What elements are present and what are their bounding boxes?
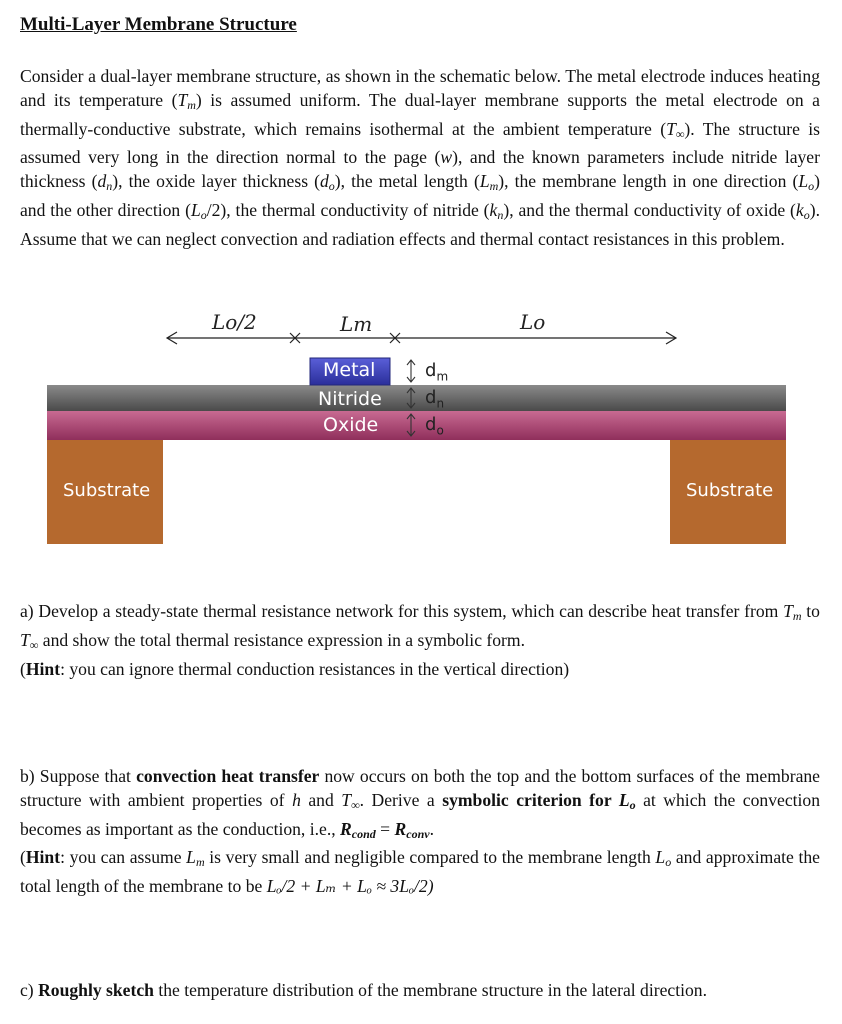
text-run: ), and the known parameters include nitride layer thickness ( — [20, 147, 820, 192]
dim-label-lm: Lm — [340, 312, 373, 336]
metal-label: Metal — [323, 359, 376, 381]
thk-var: d — [425, 360, 437, 381]
math-var: L — [479, 171, 490, 192]
math-sub: ∞ — [29, 637, 39, 652]
math-sub: n — [106, 179, 113, 194]
text-run: ), the membrane length in one direction ( — [498, 171, 799, 192]
math-sub: o — [665, 855, 672, 870]
text-run: the temperature distribution of the membrane structure in the lateral direction. — [153, 980, 707, 1000]
part-c — [20, 979, 820, 1003]
part-a: a) Develop a steady-state thermal resistance network for this system, which can describe heat transfer from $T_m$ to $T_\infty$ and show the total thermal resistance expression in a symbolic form. (Hint: you can ignore thermal conduction resistances in the vertical direction) — [20, 601, 820, 679]
text-run: and approximate the total length of the membrane to be — [20, 847, 820, 897]
math-var: w — [440, 147, 453, 168]
math-var: d — [320, 171, 329, 192]
math-sub: o — [629, 797, 636, 812]
math-formula: Lₒ/2 + Lₘ + Lₒ ≈ 3Lₒ/2) — [266, 876, 434, 897]
math-sub: m — [187, 97, 196, 112]
text-run: : you can assume — [60, 847, 187, 868]
bold-run: Roughly sketch — [38, 980, 154, 1000]
text-run: : you can ignore thermal conduction resistances in the vertical direction) — [60, 658, 570, 679]
text-run: is very small and negligible compared to the membrane length — [204, 847, 656, 868]
math-sub: o — [808, 179, 815, 194]
intro-paragraph — [20, 65, 820, 252]
text-run: ). Assume that we can neglect convection and radiation effects and thermal contact resistances in this problem. — [20, 199, 820, 249]
math-sub: cond — [351, 826, 376, 841]
text-run: now occurs on both the top and the bottom surfaces of the membrane structure with ambient properties of — [20, 766, 820, 810]
text-run: to — [801, 601, 820, 621]
text-run: ). The structure is assumed very long in the direction normal to the page ( — [20, 118, 820, 168]
substrate-right-label: Substrate — [686, 480, 774, 501]
text-run: c) — [20, 980, 39, 1000]
thickness-label-do — [425, 414, 444, 438]
membrane-schematic — [0, 290, 842, 560]
text-run: ), the oxide layer thickness ( — [112, 171, 320, 192]
text-run: /2 — [206, 199, 221, 220]
text-run: a) Develop a steady-state thermal resistance network for this system, which can describe heat transfer from — [20, 601, 784, 621]
text-run: = — [375, 818, 395, 839]
text-run: ), the thermal conductivity of nitride ( — [220, 199, 490, 220]
math-var: h — [292, 789, 301, 810]
thk-sub: o — [436, 423, 444, 438]
math-sub: o — [803, 207, 810, 222]
math-var: T — [783, 601, 793, 621]
text-run: . Derive a — [359, 789, 443, 810]
math-var: k — [489, 199, 498, 220]
nitride-layer — [47, 385, 786, 411]
math-var: d — [97, 171, 107, 192]
math-var: L — [186, 847, 196, 868]
math-var: L — [190, 199, 201, 220]
math-var: T — [177, 89, 188, 110]
math-sub: ∞ — [351, 797, 360, 812]
text-run: Consider a dual-layer membrane structure, as shown in the schematic below. The metal electrode induces heating and its temperature ( — [20, 66, 820, 110]
dim-label-lo-half: Lo/2 — [212, 310, 257, 334]
text-run: and show the total thermal resistance expression in a symbolic form. — [38, 629, 525, 650]
oxide-layer — [47, 411, 786, 440]
math-var: T — [20, 629, 30, 650]
bold-run: symbolic criterion for — [442, 789, 619, 810]
text-run: ) and the other direction ( — [20, 171, 820, 220]
math-var: T — [341, 789, 352, 810]
thk-var: d — [425, 387, 437, 408]
math-sub: n — [497, 207, 504, 222]
math-var: L — [618, 789, 630, 810]
text-run: ), and the thermal conductivity of oxide ( — [503, 199, 796, 220]
math-sub: ∞ — [675, 126, 685, 141]
nitride-label: Nitride — [318, 388, 382, 410]
math-sub: m — [195, 855, 205, 870]
math-sub: m — [792, 609, 802, 623]
text-run: b) Suppose that — [20, 766, 137, 786]
math-var: T — [666, 118, 676, 139]
text-run: ) is assumed uniform. The dual-layer membrane supports the metal electrode on a thermally-conductive substrate, which remains isothermal at the ambient temperature ( — [20, 89, 820, 139]
substrate-left-label: Substrate — [63, 480, 151, 501]
math-var: k — [795, 199, 804, 220]
math-var: L — [655, 847, 666, 868]
dim-label-lo: Lo — [520, 310, 546, 334]
math-sub: o — [328, 179, 335, 194]
text-run: at which the convection becomes as important as the conduction, i.e., — [20, 789, 820, 839]
thickness-label-dn — [425, 387, 444, 411]
math-var: L — [798, 171, 809, 192]
text-run: . — [429, 818, 434, 839]
thk-sub: n — [436, 396, 445, 411]
text-run: ), the metal length ( — [334, 171, 480, 192]
thk-var: d — [425, 414, 437, 435]
thk-sub: m — [436, 369, 449, 384]
page-title: Multi-Layer Membrane Structure — [20, 14, 297, 35]
part-b: b) Suppose that convection heat transfer now occurs on both the top and the bottom surfaces of the membrane structure with ambient properties of h and $T_\infty$. Derive a symbolic criterion for $L_o$ at which the convection becomes as important as the conduction, i.e., $R_{cond} = R_{conv}$. (Hint: you can assume $L_m$ is very small and negligible compared to the membrane length $L_o$ and approximate the total length of the membrane to be Lₒ/2 + Lₘ + Lₒ ≈ 3Lₒ/2) — [20, 766, 820, 897]
math-sub: o — [200, 207, 207, 222]
hint-label: Hint — [25, 658, 61, 679]
thickness-label-dm — [425, 360, 448, 384]
hint-label: Hint — [25, 847, 61, 868]
math-var: R — [340, 818, 352, 839]
bold-run: convection heat transfer — [136, 766, 320, 786]
math-var: R — [394, 818, 407, 839]
text-run: and — [300, 789, 342, 810]
schematic-graphics — [0, 290, 842, 560]
math-sub: m — [489, 179, 499, 194]
oxide-label: Oxide — [323, 414, 379, 436]
math-sub: conv — [406, 826, 430, 841]
